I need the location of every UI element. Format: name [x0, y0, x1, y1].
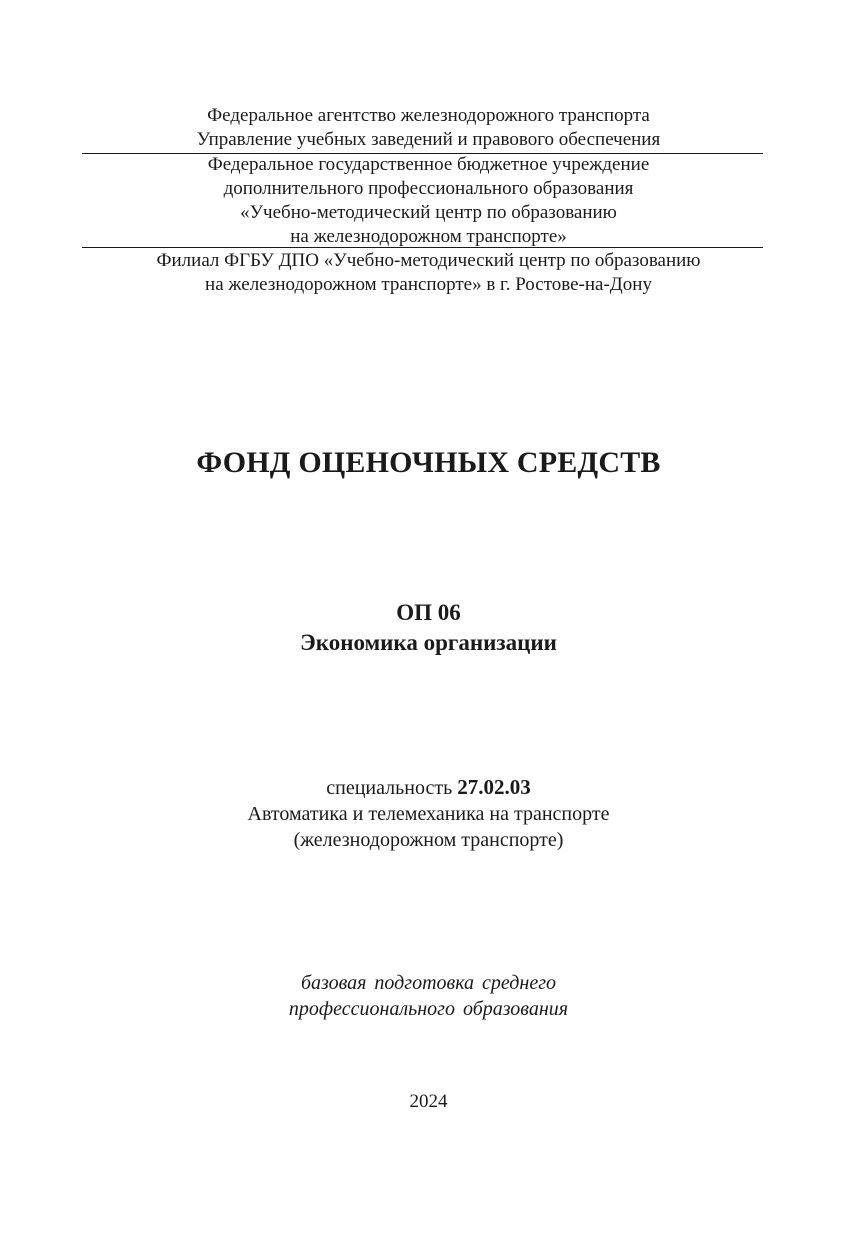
- branch-line: Филиал ФГБУ ДПО «Учебно-методический центр по образованию: [156, 250, 701, 271]
- specialty-name-line: Автоматика и телемеханика на транспорте: [247, 803, 610, 825]
- institution-line: «Учебно-методический центр по образованию: [240, 202, 617, 223]
- subject-code: ОП 06: [396, 600, 461, 625]
- specialty-line: [0, 774, 857, 801]
- specialty-code: 27.02.03: [457, 775, 531, 799]
- institution-line: дополнительного профессионального образования: [223, 178, 634, 199]
- institution-block: [0, 153, 857, 249]
- institution-line: на железнодорожном транспорте»: [290, 226, 567, 247]
- subject-name: Экономика организации: [300, 630, 557, 655]
- subject-block: [0, 598, 857, 658]
- divider: [82, 247, 763, 248]
- branch-line: на железнодорожном транспорте» в г. Ростове-на-Дону: [205, 274, 652, 295]
- agency-line: Федеральное агентство железнодорожного транспорта: [207, 105, 650, 126]
- institution-line: Федеральное государственное бюджетное учреждение: [207, 154, 650, 175]
- year: 2024: [409, 1091, 448, 1112]
- branch-block: [0, 249, 857, 297]
- education-level-block: [0, 970, 857, 1022]
- agency-line: Управление учебных заведений и правового обеспечения: [196, 129, 661, 150]
- specialty-prefix: специальность: [326, 777, 458, 799]
- specialty-name-line: (железнодорожном транспорте): [293, 829, 564, 851]
- specialty-block: [0, 774, 857, 853]
- document-title: ФОНД ОЦЕНОЧНЫХ СРЕДСТВ: [196, 446, 661, 479]
- education-level-line: профессионального образования: [288, 998, 569, 1020]
- agency-block: [0, 104, 857, 152]
- education-level-line: базовая подготовка среднего: [300, 972, 557, 994]
